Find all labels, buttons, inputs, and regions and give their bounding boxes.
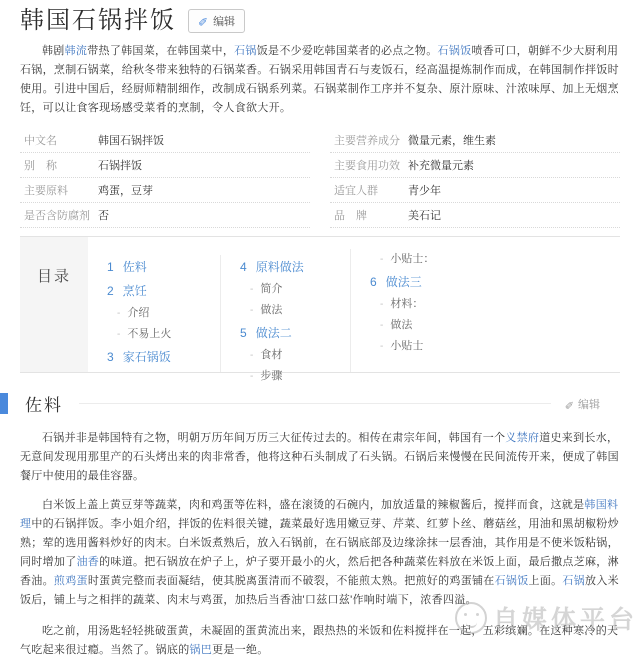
heading-divider-line bbox=[79, 403, 551, 404]
info-row bbox=[330, 153, 620, 178]
toc-entry bbox=[240, 300, 350, 321]
info-row bbox=[330, 203, 620, 228]
inline-link[interactable]: 石锅 bbox=[234, 45, 257, 57]
text-segment: 时蛋黄完整而表面凝结，使其脱离蛋清而不破裂，不能煎太熟。把煎好的鸡蛋铺在 bbox=[87, 575, 495, 587]
watermark-text: 自媒体平台 bbox=[492, 606, 638, 634]
text-segment: 道史来到长水，无意间发现用那里产的石头烤出来的肉非常香，他将这种石头制成了石头锅。石锅后来慢慢在民间流传开来，便成了韩国餐厅中使用的最佳容器。 bbox=[20, 432, 619, 482]
toc-entry bbox=[107, 303, 220, 324]
toc-sublink[interactable]: 材料： bbox=[390, 298, 424, 310]
toc-sub-dash: - bbox=[380, 320, 384, 331]
info-row bbox=[330, 128, 620, 153]
toc-sublink[interactable]: 做法 bbox=[260, 304, 283, 316]
toc-entry bbox=[107, 279, 220, 303]
info-row bbox=[20, 128, 310, 153]
toc-sub-dash: - bbox=[380, 254, 384, 265]
toc-column bbox=[350, 249, 520, 372]
info-label: 主要食用功效 bbox=[334, 160, 400, 172]
toc-sublink[interactable]: 小贴士 bbox=[390, 340, 424, 352]
toc-sub-dash: - bbox=[380, 341, 384, 352]
inline-link[interactable]: 韩流 bbox=[64, 45, 88, 57]
text-segment: 中的石锅拌饭。李小姐介绍，拌饭的佐料很关键，蔬菜最好选用嫩豆芽、芹菜、红萝卜丝、蘑菇丝，用油和黑胡椒粉炒熟；荤的选用酱料炒好的肉末。白米饭煮熟后，放入石锅前，在石锅底部及边缘涂抹一层香油，其作用是不使米饭粘锅，同时增加了 bbox=[20, 518, 619, 568]
text-segment: 带热了韩国菜，在韩国菜中， bbox=[87, 45, 235, 57]
toc-sub-dash: - bbox=[380, 299, 384, 310]
toc-label: 目录 bbox=[20, 237, 88, 372]
toc-sublink[interactable]: 小贴士： bbox=[390, 253, 435, 265]
inline-link[interactable]: 石锅饭 bbox=[494, 575, 529, 587]
text-segment: 韩剧 bbox=[42, 45, 65, 57]
inline-link[interactable]: 锅巴 bbox=[189, 644, 213, 656]
toc-entry bbox=[240, 345, 350, 366]
info-value: 补充微量元素 bbox=[408, 160, 474, 172]
info-value: 微量元素，维生素 bbox=[408, 135, 496, 147]
toc-columns bbox=[88, 237, 620, 382]
toc-sub-dash: - bbox=[250, 371, 254, 382]
toc-entry bbox=[107, 324, 220, 345]
text-segment: 上面。 bbox=[528, 575, 563, 587]
info-label: 适宜人群 bbox=[334, 185, 378, 197]
page-title: 韩国石锅拌饭 bbox=[20, 7, 176, 34]
info-value: 美石记 bbox=[408, 210, 441, 222]
text-segment: 放入米饭后，铺上与之相拌的蔬菜、肉末与鸡蛋，加热后当香油'口兹口兹'作响时端下，浓香四溢。 bbox=[20, 575, 619, 606]
info-label: 主要营养成分 bbox=[334, 135, 400, 147]
info-row bbox=[20, 153, 310, 178]
section-title: 佐料 bbox=[25, 396, 63, 415]
basic-info-table bbox=[20, 128, 620, 228]
text-segment: 更是一绝。 bbox=[212, 644, 269, 656]
toc-entry bbox=[240, 366, 350, 387]
section-paragraph-2 bbox=[20, 496, 620, 610]
info-value: 石锅拌饭 bbox=[98, 160, 142, 172]
info-row bbox=[20, 203, 310, 228]
toc-sub-dash: - bbox=[250, 350, 254, 361]
toc-sublink[interactable]: 介绍 bbox=[127, 307, 150, 319]
info-column-right bbox=[330, 128, 620, 228]
info-column-left bbox=[20, 128, 310, 228]
toc-sublink[interactable]: 做法 bbox=[390, 319, 413, 331]
toc-sublink[interactable]: 简介 bbox=[260, 283, 283, 295]
text-segment: 饭是不少爱吃韩国菜者的必点之物。 bbox=[256, 45, 438, 57]
inline-link[interactable]: 韩国料理 bbox=[20, 499, 619, 530]
section-marker-bar bbox=[0, 393, 8, 414]
toc-link[interactable]: 做法二 bbox=[255, 326, 292, 340]
edit-button-label: 编辑 bbox=[213, 16, 236, 28]
toc-entry bbox=[240, 279, 350, 300]
toc-entry bbox=[370, 336, 520, 357]
title-row bbox=[0, 0, 640, 36]
main-content bbox=[0, 42, 640, 660]
toc-sub-dash: - bbox=[117, 329, 121, 340]
inline-link[interactable]: 煎鸡蛋 bbox=[53, 575, 88, 587]
toc-link[interactable]: 做法三 bbox=[385, 275, 422, 289]
toc-link[interactable]: 家石锅饭 bbox=[122, 350, 171, 364]
inline-link[interactable]: 石锅饭 bbox=[437, 45, 472, 57]
section-edit-label: 编辑 bbox=[578, 398, 600, 411]
info-value: 鸡蛋，豆芽 bbox=[98, 185, 153, 197]
toc-sub-dash: - bbox=[117, 308, 121, 319]
toc-entry bbox=[240, 255, 350, 279]
toc-item-number: 4 bbox=[240, 260, 247, 274]
info-label: 品 牌 bbox=[334, 210, 367, 222]
toc-item-number: 3 bbox=[107, 350, 114, 364]
intro-paragraph bbox=[20, 42, 620, 118]
toc-item-number: 2 bbox=[107, 284, 114, 298]
toc-entry bbox=[370, 249, 520, 270]
toc-column bbox=[220, 255, 350, 382]
inline-link[interactable]: 石锅 bbox=[562, 575, 586, 587]
toc-sub-dash: - bbox=[250, 284, 254, 295]
inline-link[interactable]: 义禁府 bbox=[505, 432, 540, 444]
info-value: 青少年 bbox=[408, 185, 441, 197]
toc-item-number: 5 bbox=[240, 326, 247, 340]
toc-link[interactable]: 佐料 bbox=[122, 260, 147, 274]
section-paragraph-1 bbox=[20, 429, 620, 486]
info-label: 主要原料 bbox=[24, 185, 68, 197]
toc-link[interactable]: 烹饪 bbox=[122, 284, 147, 298]
info-row bbox=[330, 178, 620, 203]
info-value: 韩国石锅拌饭 bbox=[98, 135, 164, 147]
edit-pencil-icon: ✎ bbox=[198, 14, 209, 28]
section-paragraph-3 bbox=[20, 622, 620, 660]
text-segment: 的味道。把石锅放在炉子上，炉子要开最小的火，然后把各种蔬菜佐料放在米饭上面，最后撒点芝麻，淋香油。 bbox=[20, 556, 619, 587]
section-heading-zuoliao bbox=[0, 391, 620, 416]
toc-sublink[interactable]: 食材 bbox=[260, 349, 283, 361]
toc-item-number: 6 bbox=[370, 275, 377, 289]
toc-entry bbox=[370, 294, 520, 315]
text-segment: 喷香可口，朝鲜不少大厨利用石锅，烹制石锅菜，给秋冬带来独特的石锅菜香。石锅采用韩国青石与麦饭石，经高温提炼制作而成，在韩国制作拌饭时使用。引进中国后，经厨师精制细作，改制成石锅系列菜。石锅菜制作工序并不复杂、原汁原味、汁浓味厚、加上无烟烹饪，可以让食客现场感受菜肴的烹制，令人食欲大开。 bbox=[20, 45, 619, 114]
toc-entry bbox=[370, 315, 520, 336]
table-of-contents bbox=[20, 236, 620, 382]
toc-entry bbox=[370, 270, 520, 294]
info-label: 别 称 bbox=[24, 160, 57, 172]
toc-item-number: 1 bbox=[107, 260, 114, 274]
toc-sublink[interactable]: 不易上火 bbox=[127, 328, 172, 340]
text-segment: 白米饭上盖上黄豆芽等蔬菜，肉和鸡蛋等佐料，盛在滚烫的石碗内，加放适量的辣椒酱后，搅拌而食，这就是 bbox=[42, 499, 585, 511]
toc-link[interactable]: 原料做法 bbox=[255, 260, 304, 274]
info-label: 是否含防腐剂 bbox=[24, 210, 90, 222]
toc-entry bbox=[240, 321, 350, 345]
toc-entry bbox=[107, 345, 220, 369]
toc-column bbox=[88, 255, 220, 372]
inline-link[interactable]: 油香 bbox=[76, 556, 100, 568]
toc-entry bbox=[107, 255, 220, 279]
edit-entry-button[interactable] bbox=[188, 9, 245, 33]
text-segment: 石锅并非是韩国特有之物，明朝万历年间万历三大征传过去的。相传在肃宗年间，韩国有一个 bbox=[42, 432, 506, 444]
section-edit-link[interactable] bbox=[565, 396, 600, 412]
toc-sub-dash: - bbox=[250, 305, 254, 316]
info-value: 否 bbox=[98, 210, 109, 222]
toc-sublink[interactable]: 步骤 bbox=[260, 370, 283, 382]
text-segment: 吃之前，用汤匙轻轻挑破蛋黄，未凝固的蛋黄流出来，跟热热的米饭和佐料搅拌在一起，五彩缤斓。在这种寒冷的天气吃起来很过瘾。当然了。锅底的 bbox=[20, 625, 619, 656]
info-row bbox=[20, 178, 310, 203]
edit-pencil-icon: ✎ bbox=[564, 398, 574, 410]
info-label: 中文名 bbox=[24, 135, 57, 147]
